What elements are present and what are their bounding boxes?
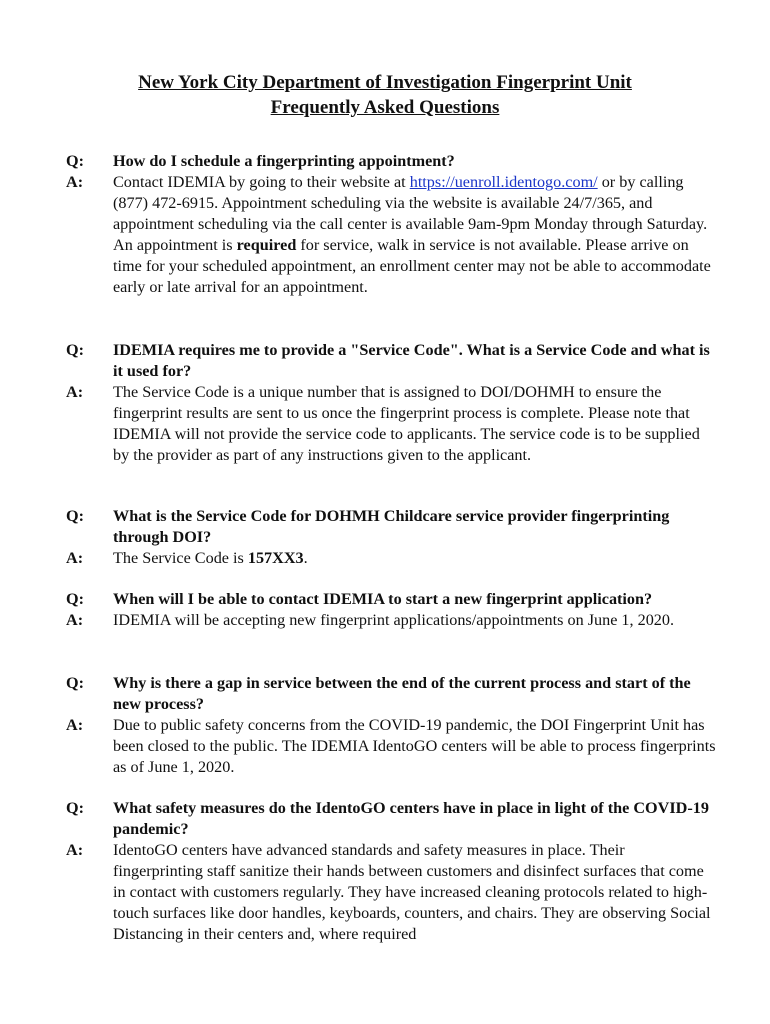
faq-item-dohmh-code (66, 506, 716, 569)
a-label: A: (66, 549, 84, 567)
answer-text-part: The Service Code is (113, 549, 248, 567)
answer-row (66, 610, 716, 631)
q-label: Q: (66, 590, 84, 608)
question-text: When will I be able to contact IDEMIA to start a new fingerprint application? (113, 590, 653, 608)
q-label: Q: (66, 341, 84, 359)
faq-item-contact-date (66, 589, 716, 631)
question-row (66, 673, 716, 715)
a-label: A: (66, 841, 84, 859)
a-label: A: (66, 173, 84, 191)
q-label: Q: (66, 507, 84, 525)
title-line-1: New York City Department of Investigation Fingerprint Unit (138, 72, 632, 93)
title-line-2: Frequently Asked Questions (270, 97, 500, 118)
a-label: A: (66, 383, 84, 401)
answer-text-part: Contact IDEMIA by going to their website at (113, 173, 410, 191)
document-title (0, 70, 770, 120)
service-code-value: 157XX3 (247, 549, 304, 567)
answer-emphasis: required (236, 236, 297, 254)
q-label: Q: (66, 674, 84, 692)
faq-item-service-code (66, 340, 716, 466)
answer-text-part: . (303, 549, 308, 567)
answer-text: IdentoGO centers have advanced standards and safety measures in place. Their fingerprinting staff sanitize their hands between customers and disinfect surfaces that come in contact with customers regularly. They have increased cleaning protocols related to high-touch surfaces like door handles, keyboards, counters, and chairs. They are observing Social Distancing in their centers and, where required (113, 841, 711, 943)
faq-item-service-gap (66, 673, 716, 778)
question-text: IDEMIA requires me to provide a "Service Code". What is a Service Code and what is it used for? (113, 341, 710, 380)
question-text: What safety measures do the IdentoGO centers have in place in light of the COVID-19 pandemic? (113, 799, 709, 838)
answer-text: The Service Code is a unique number that is assigned to DOI/DOHMH to ensure the fingerprint results are sent to us once the fingerprint process is complete. Please note that IDEMIA will not provide the service code to applicants. The service code is to be supplied by the provider as part of any instructions given to the applicant. (113, 383, 700, 464)
answer-row (66, 382, 716, 466)
question-text: Why is there a gap in service between the end of the current process and start of the new process? (113, 674, 691, 713)
faq-item-safety-measures (66, 798, 716, 945)
answer-text (113, 172, 716, 298)
answer-text: IDEMIA will be accepting new fingerprint applications/appointments on June 1, 2020. (113, 611, 675, 629)
question-row (66, 151, 716, 172)
a-label: A: (66, 716, 84, 734)
answer-row (66, 548, 716, 569)
question-text: What is the Service Code for DOHMH Childcare service provider fingerprinting through DOI? (113, 507, 670, 546)
question-row (66, 589, 716, 610)
answer-text (113, 548, 716, 569)
q-label: Q: (66, 799, 84, 817)
identogo-link[interactable]: https://uenroll.identogo.com/ (409, 173, 598, 191)
answer-row (66, 172, 716, 298)
a-label: A: (66, 611, 84, 629)
answer-row (66, 715, 716, 778)
q-label: Q: (66, 152, 84, 170)
faq-item-schedule (66, 151, 716, 298)
answer-row (66, 840, 716, 945)
question-text: How do I schedule a fingerprinting appointment? (113, 152, 455, 170)
question-row (66, 798, 716, 840)
answer-text: Due to public safety concerns from the COVID-19 pandemic, the DOI Fingerprint Unit has been closed to the public. The IDEMIA IdentoGO centers will be able to process fingerprints as of June 1, 2020. (113, 716, 716, 776)
answer-text-part: or by calling (877) 472-6915. Appointment scheduling via the website is available 24/7/365, and appointment scheduling via the call center is available 9am-9pm Monday through Saturday. An appointment is (113, 173, 708, 254)
answer-text-part: for service, walk in service is not available. Please arrive on time for your scheduled appointment, an enrollment center may not be able to accommodate early or late arrival for an appointment. (113, 236, 711, 296)
question-row (66, 506, 716, 548)
question-row (66, 340, 716, 382)
